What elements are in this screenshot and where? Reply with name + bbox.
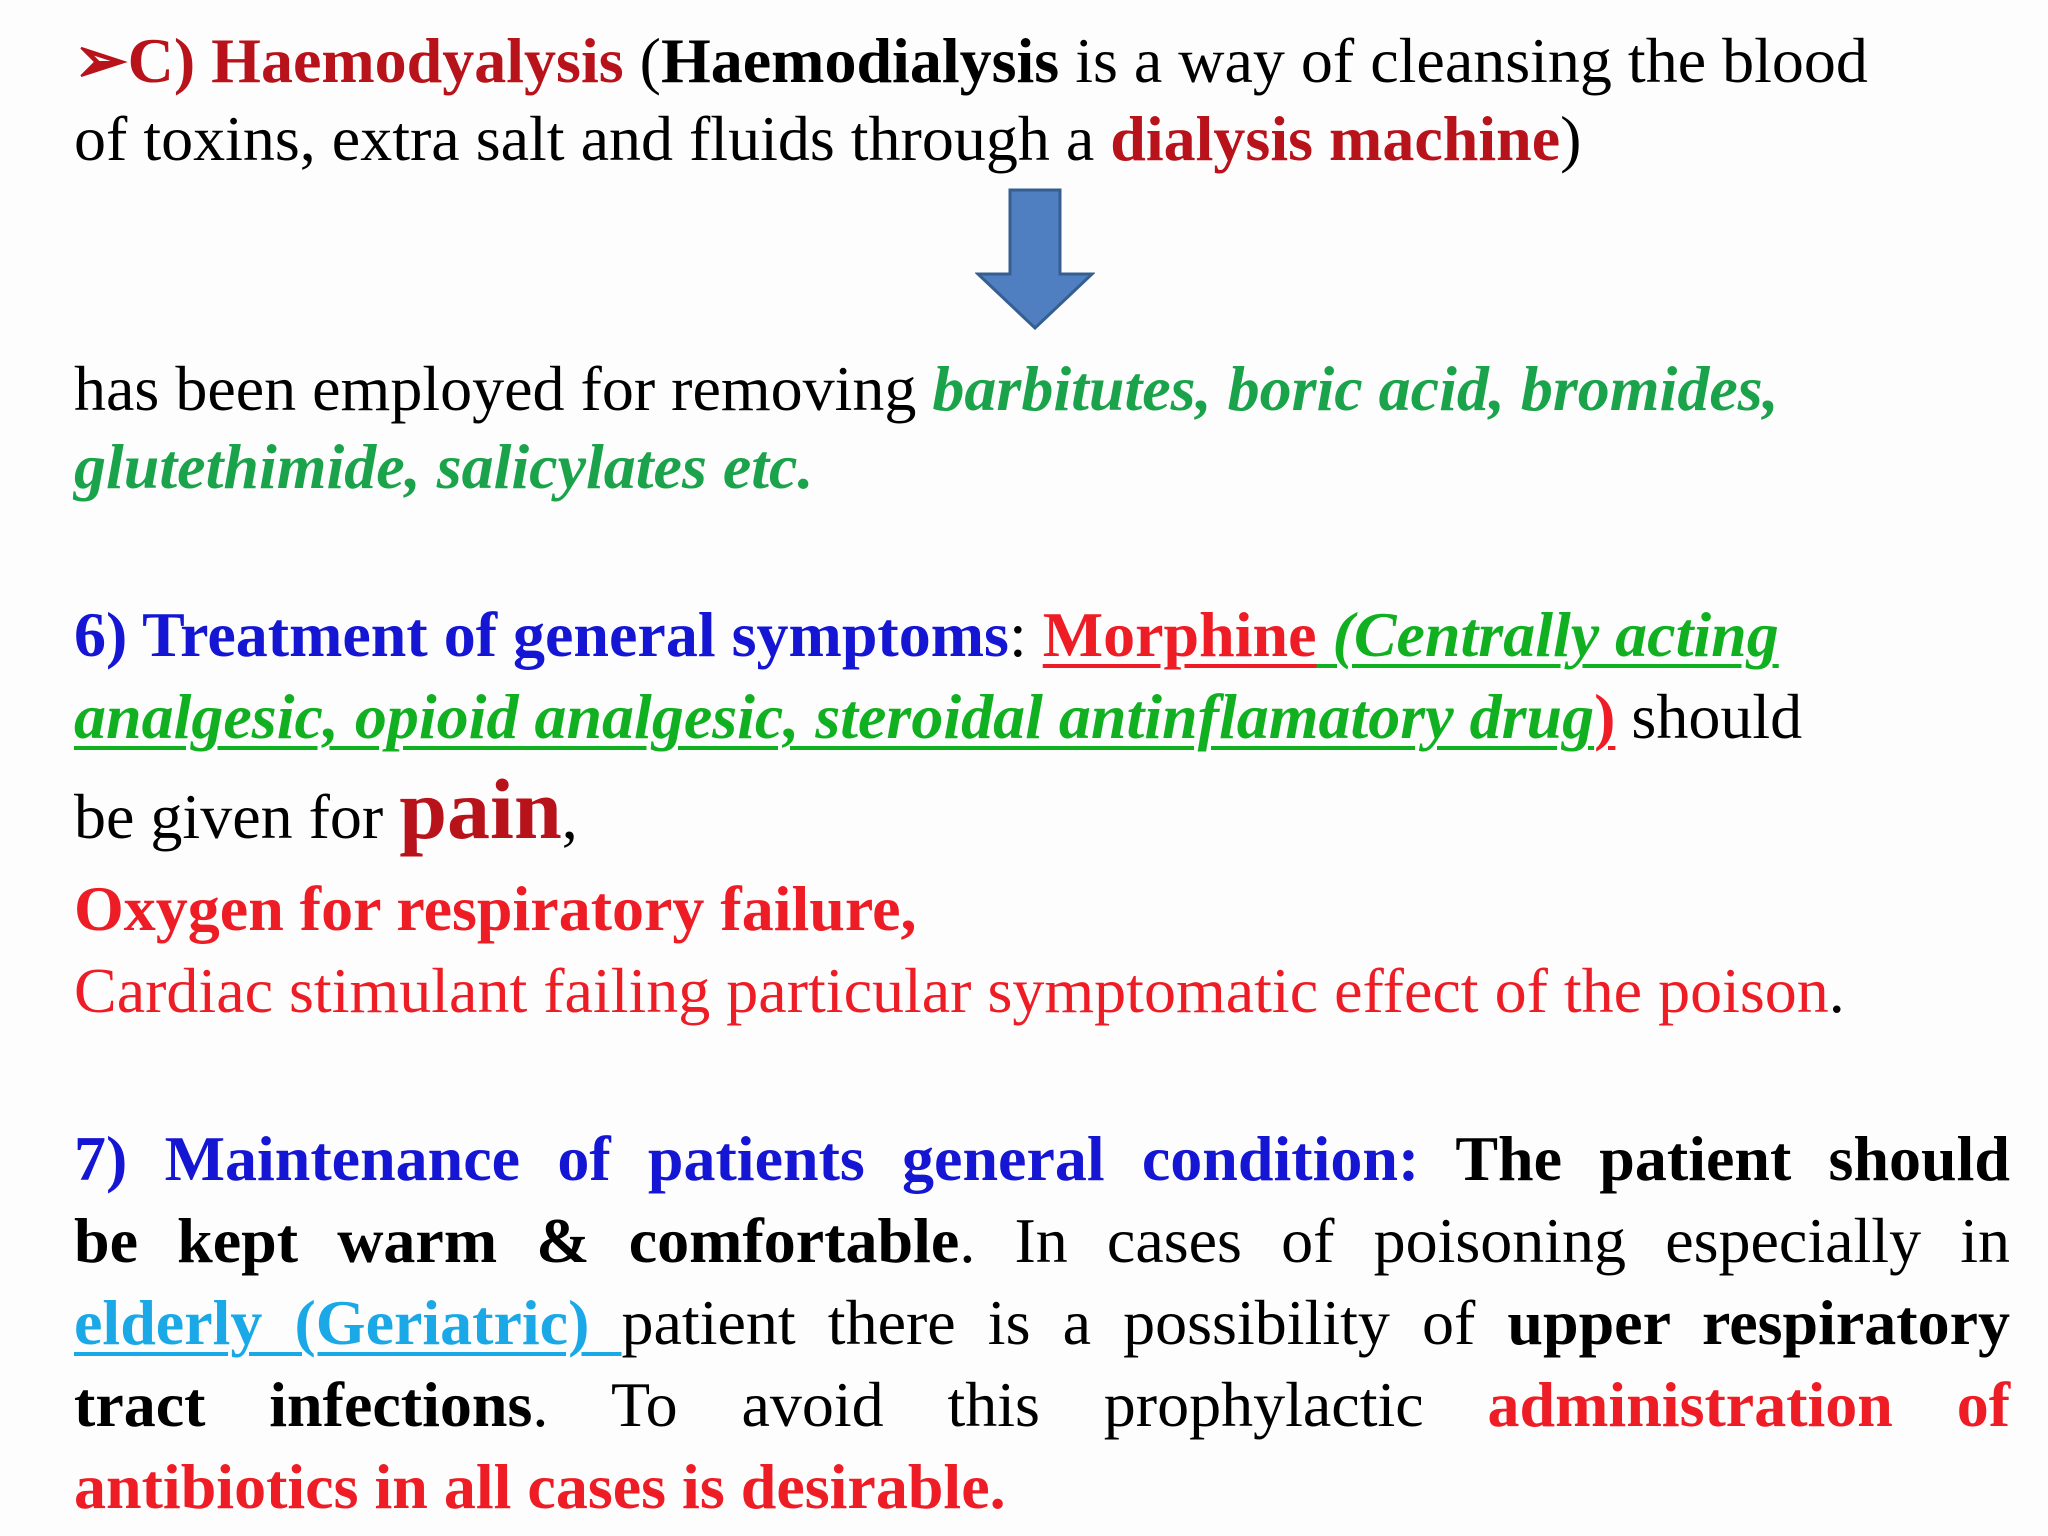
- oxygen-line: [74, 870, 917, 948]
- tract-infections: tract infections: [74, 1369, 533, 1440]
- haemodialysis-definition: is a way of cleansing the blood: [1059, 25, 1868, 96]
- removal-line-2: [74, 428, 813, 506]
- haemodialysis-term: Haemodialysis: [660, 25, 1060, 96]
- treatment-colon: :: [1008, 599, 1043, 670]
- dialysis-machine: dialysis machine: [1110, 103, 1561, 174]
- drugs-list-1: barbitutes, boric acid, bromides,: [932, 353, 1779, 424]
- cardiac-line: [74, 952, 1845, 1030]
- drugs-list-2: glutethimide, salicylates etc.: [74, 431, 814, 502]
- oxygen-text: Oxygen for respiratory failure,: [74, 873, 917, 944]
- given-for-text: be given for: [74, 781, 400, 852]
- haemodialysis-line-2: [74, 100, 1581, 178]
- maintenance-heading: 7) Maintenance of patients general condition:: [74, 1123, 1420, 1194]
- maintenance-paragraph: [74, 1118, 2010, 1528]
- treatment-line-1: [74, 596, 1779, 674]
- antibiotics-desirable: antibiotics in all cases is desirable.: [74, 1451, 1006, 1522]
- cardiac-text: Cardiac stimulant failing particular symptomatic effect of the poison: [74, 955, 1829, 1026]
- bullet-arrow-icon: ➢: [74, 25, 128, 96]
- pain-comma: ,: [561, 781, 578, 852]
- kept-warm: be kept warm & comfortable: [74, 1205, 960, 1276]
- pain-word: pain: [399, 761, 562, 857]
- haemodialysis-heading: C) Haemodyalysis: [127, 25, 624, 96]
- maintenance-line-3: [74, 1282, 2010, 1364]
- avoid-text: . To avoid this prophylactic: [532, 1369, 1488, 1440]
- elderly-geriatric: elderly (Geriatric): [74, 1287, 622, 1358]
- morphine-desc-1: (Centrally acting: [1316, 599, 1779, 670]
- possibility-text: patient there is a possibility of: [621, 1287, 1508, 1358]
- poisoning-text: . In cases of poisoning especially in: [959, 1205, 2011, 1276]
- treatment-line-2: [74, 678, 1802, 756]
- haemodialysis-line-1: [74, 22, 1868, 100]
- upper-respiratory: upper respiratory: [1507, 1287, 2011, 1358]
- should-text: should: [1615, 681, 1803, 752]
- morphine-close-paren: ): [1594, 681, 1616, 752]
- down-arrow-icon: [975, 188, 1095, 330]
- removal-line-1: [74, 350, 1779, 428]
- close-paren: ): [1560, 103, 1582, 174]
- morphine-desc-2: analgesic, opioid analgesic, steroidal antinflamatory drug: [74, 681, 1595, 752]
- maintenance-line-5: [74, 1446, 2010, 1528]
- treatment-line-3: [74, 761, 578, 857]
- maintenance-line-2: [74, 1200, 2010, 1282]
- haemodialysis-definition-cont: of toxins, extra salt and fluids through a: [74, 103, 1111, 174]
- maintenance-line-4: [74, 1364, 2010, 1446]
- cardiac-period: .: [1828, 955, 1845, 1026]
- morphine: Morphine: [1042, 599, 1317, 670]
- open-paren: (: [623, 25, 661, 96]
- maintenance-line-1: [74, 1118, 2010, 1200]
- treatment-heading: 6) Treatment of general symptoms: [74, 599, 1009, 670]
- administration-of: administration of: [1487, 1369, 2011, 1440]
- removal-text: has been employed for removing: [74, 353, 933, 424]
- patient-should: The patient should: [1419, 1123, 2010, 1194]
